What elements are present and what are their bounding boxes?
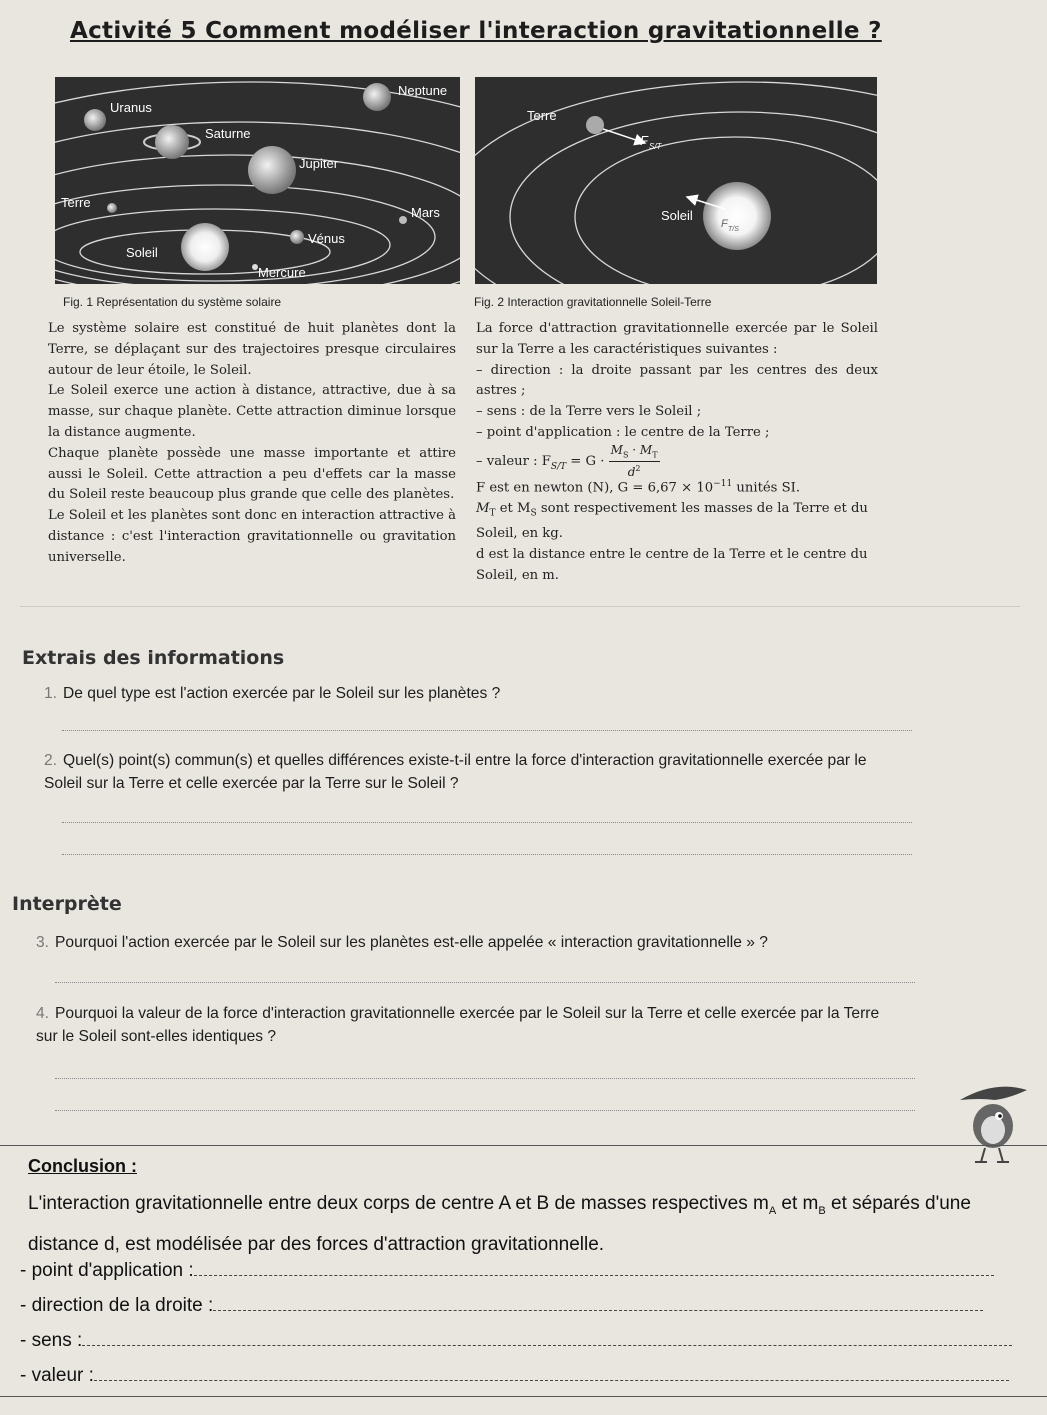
answer-line-2a[interactable]	[62, 822, 912, 823]
label-soleil: Soleil	[126, 245, 158, 260]
heading-extrais: Extrais des informations	[22, 647, 285, 669]
label-mercure: Mercure	[258, 265, 306, 280]
label-force-st-sub: S/T	[649, 142, 662, 151]
question-3: 3. Pourquoi l'action exercée par le Soleil sur les planètes est-elle appelée « interaction gravitationnelle » ?	[36, 934, 768, 951]
field-valeur-line[interactable]	[94, 1380, 1009, 1381]
answer-line-4a[interactable]	[55, 1078, 915, 1079]
right-valeur: – valeur : $F_{S/T} = G$ · $\frac{M_S \cdot M_T}{d^2}$	[476, 442, 658, 480]
left-paragraph-3: Chaque planète possède une masse importante et attire aussi le Soleil. Cette attraction a peu d'effets car la masse du Soleil reste beaucoup plus grande que celle des planètes.	[48, 445, 456, 503]
left-paragraph-1: Le système solaire est constitué de huit planètes dont la Terre, se déplaçant sur des trajectoires presque circulaires autour de leur étoile, le Soleil.	[48, 321, 456, 378]
field-direction: - direction de la droite :	[20, 1289, 1040, 1322]
question-2: 2. Quel(s) point(s) commun(s) et quelles différences existe-t-il entre la force d'interaction gravitationnelle exercée par le Soleil sur la Terre et celle exercée par la Terre sur le Soleil ?	[44, 752, 867, 792]
conclusion-heading: Conclusion :	[28, 1156, 137, 1176]
field-direction-line[interactable]	[213, 1310, 983, 1311]
figure-solar-system	[55, 77, 460, 284]
label-jupiter: Jupiter	[299, 156, 339, 171]
solar-system-illustration	[55, 77, 460, 284]
label-venus: Vénus	[308, 231, 345, 246]
field-sens-line[interactable]	[82, 1345, 1012, 1346]
right-units: F est en newton (N), $G = 6,67 \times 10^{-11}$ unités SI.	[476, 478, 801, 496]
fig2-caption: Fig. 2 Interaction gravitationnelle Soleil-Terre	[474, 295, 712, 309]
label-terre: Terre	[61, 195, 91, 210]
conclusion-text: L'interaction gravitationnelle entre deux corps de centre A et B de masses respectives $m_A$ et $m_B$ et séparés d'une distance d, est modélisée par des forces d'attraction gravitationnelle.	[28, 1193, 971, 1255]
label-terre-fig2: Terre	[527, 108, 557, 123]
sun-earth-illustration	[475, 77, 877, 284]
label-force-ts-sub: T/S	[728, 226, 739, 233]
answer-line-2b[interactable]	[62, 854, 912, 855]
answer-line-3[interactable]	[55, 982, 915, 983]
right-distance: d est la distance entre le centre de la Terre et le centre du Soleil, en m.	[476, 547, 868, 583]
figure-sun-earth	[475, 77, 877, 284]
gravitation-fraction: $\frac{M_S \cdot M_T}{d^2}$	[610, 442, 658, 480]
label-soleil-fig2: Soleil	[661, 208, 693, 223]
answer-line-1[interactable]	[62, 730, 912, 731]
question-4: 4. Pourquoi la valeur de la force d'interaction gravitationnelle exercée par le Soleil sur la Terre et celle exercée par la Terre sur le Soleil sont-elles identiques ?	[36, 1005, 880, 1045]
right-intro: La force d'attraction gravitationnelle exercée par le Soleil sur la Terre a les caractéristiques suivantes :	[476, 321, 878, 357]
label-neptune: Neptune	[398, 83, 448, 98]
label-saturne: Saturne	[205, 126, 251, 141]
right-direction: – direction : la droite passant par les centres des deux astres ;	[476, 362, 878, 399]
right-masses: $M_T$ et $M_S$ sont respectivement les masses de la Terre et du Soleil, en kg.	[476, 500, 868, 542]
field-sens: - sens :	[20, 1324, 1040, 1357]
question-1: 1. De quel type est l'action exercée par le Soleil sur les planètes ?	[44, 685, 501, 702]
section-divider	[20, 606, 1020, 607]
heading-interprete: Interprète	[12, 893, 122, 915]
label-force-ts: F	[721, 218, 728, 230]
page-title: Activité 5 Comment modéliser l'interaction gravitationnelle ?	[70, 18, 882, 44]
answer-line-4b[interactable]	[55, 1110, 915, 1111]
right-sens: – sens : de la Terre vers le Soleil ;	[476, 404, 702, 420]
field-valeur: - valeur :	[20, 1359, 1040, 1392]
fig1-caption: Fig. 1 Représentation du système solaire	[63, 295, 282, 309]
label-uranus: Uranus	[110, 100, 152, 115]
field-point-application: - point d'application :	[20, 1254, 1040, 1287]
left-text-column	[48, 319, 456, 569]
left-paragraph-2: Le Soleil exerce une action à distance, attractive, due à sa masse, sur chaque planète. Cette attraction diminue lorsque la distance augmente.	[48, 383, 456, 440]
field-point-application-line[interactable]	[194, 1275, 994, 1276]
label-mars: Mars	[411, 205, 440, 220]
left-paragraph-4: Le Soleil et les planètes sont donc en interaction attractive à distance : c'est l'interaction gravitationnelle ou gravitation universelle.	[48, 508, 456, 565]
right-point: – point d'application : le centre de la Terre ;	[476, 424, 770, 440]
label-force-st: F	[640, 133, 648, 148]
right-text-column	[476, 319, 878, 587]
